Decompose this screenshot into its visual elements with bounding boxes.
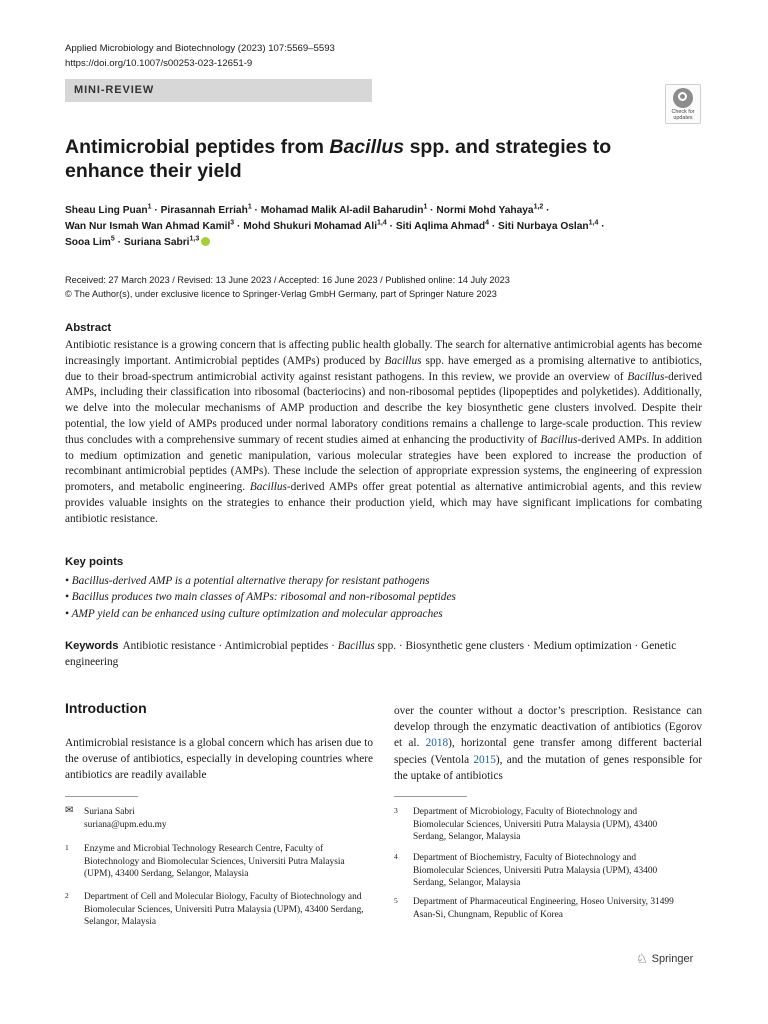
springer-horse-icon: ♘ <box>636 951 648 966</box>
copyright-line: © The Author(s), under exclusive licence to Springer-Verlag GmbH Germany, part of Springer Nature 2023 <box>65 289 497 299</box>
affiliation-footnote: 2 Department of Cell and Molecular Biology, Faculty of Biotechnology and Biomolecular Sciences, Universiti Putra Malaysia (UPM), 43400 Serdang, Selangor, Malaysia <box>65 891 364 928</box>
introduction-right-column: over the counter without a doctor’s prescription. Resistance can develop through the enzymatic deactivation of antibiotics (Egorov et al. 2018), horizontal gene transfer among different bacterial species (Ventola 2015), and the mutation of genes responsible for the uptake of antibiotics <box>394 705 703 782</box>
key-points-list <box>65 573 705 622</box>
introduction-heading: Introduction <box>65 700 147 716</box>
citation-link[interactable]: 2018 <box>425 737 449 750</box>
abstract-body: Antibiotic resistance is a growing concern that is affecting public health globally. The search for alternative antimicrobial agents has become increasingly important. Antimicrobial peptides (AMPs) produced by Bacillus spp. have emerged as a promising alternative to antibiotics, due to their broad-spectrum antimicrobial activity against resistant pathogens. In this review, we provide an overview of Bacillus-derived AMPs, including their classification into ribosomal (bacteriocins) and non-ribosomal peptides (lipopeptides and polyketides). Additionally, we delve into the molecular mechanisms of AMP production and describe the key biosynthetic gene clusters involved. Despite their potential, the low yield of AMPs produced under normal laboratory conditions remains a challenge to large-scale production. This review thus concludes with a comprehensive summary of recent studies aimed at enhancing the productivity of Bacillus-derived AMPs. In addition to medium optimization and genetic manipulation, various molecular strategies have been explored to increase the production of recombinant antimicrobial peptides (AMPs). These include the selection of appropriate expression systems, the engineering of expression promoters, and metabolic engineering. Bacillus-derived AMPs offer great potential as alternative antimicrobial agents, and this review provides valuable insights on the strategies to enhance their production yield, which may have significant implications for combating antibiotic resistance. <box>65 339 702 525</box>
author[interactable]: Siti Nurbaya Oslan$^{1,4}$ <box>498 219 599 232</box>
article-type-badge: MINI-REVIEW <box>65 79 372 102</box>
keywords-label: Keywords <box>65 640 119 652</box>
orcid-icon[interactable] <box>201 237 210 246</box>
envelope-icon: ✉ <box>65 805 74 816</box>
publication-dates <box>65 273 510 301</box>
author[interactable]: Wan Nur Ismah Wan Ahmad Kamil$^3$ <box>65 219 235 232</box>
check-updates-label-2: updates <box>673 115 693 121</box>
check-updates-icon <box>673 88 693 108</box>
title-text-2: spp. and strategies to enhance their yield <box>65 136 612 182</box>
check-for-updates-button[interactable] <box>665 84 701 124</box>
citation-link[interactable]: 2015 <box>473 753 496 766</box>
author[interactable]: Mohamad Malik Al-adil Baharudin$^1$ <box>260 203 428 216</box>
author[interactable]: Normi Mohd Yahaya$^{1,2}$ <box>436 203 544 216</box>
publisher-name: Springer <box>651 953 694 965</box>
affiliation-footnote: 3 Department of Microbiology, Faculty of Biotechnology and Biomolecular Sciences, Universiti Putra Malaysia (UPM), 43400 Serdang, Selangor, Malaysia <box>394 806 658 843</box>
introduction-left-column: Antimicrobial resistance is a global concern which has arisen due to the overuse of antibiotics, especially in developing countries where antibiotics are readily available <box>65 737 373 782</box>
journal-header <box>65 41 335 71</box>
footnote-separator <box>65 796 138 797</box>
author[interactable]: Sooa Lim$^5$ <box>65 235 115 248</box>
key-points-heading: Key points <box>65 556 124 568</box>
journal-citation: Applied Microbiology and Biotechnology (2023) 107:5569–5593 <box>65 43 335 54</box>
corresponding-name: Suriana Sabri <box>84 807 135 817</box>
author[interactable]: Pirasannah Erriah$^1$ <box>160 203 252 216</box>
author[interactable]: Sheau Ling Puan$^1$ <box>65 203 152 216</box>
corresponding-email[interactable]: suriana@upm.edu.my <box>84 819 167 830</box>
title-text-1: Antimicrobial peptides from <box>65 136 330 158</box>
affiliation-footnote: 5 Department of Pharmaceutical Engineering, Hoseo University, 31499 Asan-Si, Chungnam, Republic of Korea <box>394 896 674 920</box>
keywords: Keywords Antibiotic resistance · Antimicrobial peptides · Bacillus spp. · Biosynthetic gene clusters · Medium optimization · Genetic engineering <box>65 640 677 669</box>
author[interactable]: Mohd Shukuri Mohamad Ali$^{1,4}$ <box>243 219 387 232</box>
doi-link[interactable]: https://doi.org/10.1007/s00253-023-12651-9 <box>65 58 253 69</box>
dates-line: Received: 27 March 2023 / Revised: 13 June 2023 / Accepted: 16 June 2023 / Published online: 14 July 2023 <box>65 275 510 285</box>
article-title <box>65 135 685 183</box>
affiliation-footnote: 1 Enzyme and Microbial Technology Research Centre, Faculty of Biotechnology and Biomolecular Sciences, Universiti Putra Malaysia (UPM), 43400 Serdang, Selangor, Malaysia <box>65 843 345 880</box>
key-point-item: • Bacillus-derived AMP is a potential alternative therapy for resistant pathogens <box>65 575 430 587</box>
affiliation-footnote: 4 Department of Biochemistry, Faculty of Biotechnology and Biomolecular Sciences, Universiti Putra Malaysia (UPM), 43400 Serdang, Selangor, Malaysia <box>394 852 658 889</box>
footnote-separator <box>394 796 467 797</box>
publisher-logo <box>636 951 693 967</box>
abstract-heading: Abstract <box>65 322 112 334</box>
check-updates-label-1: Check for <box>671 109 695 115</box>
title-italic: Bacillus <box>329 136 405 158</box>
author[interactable]: Siti Aqlima Ahmad$^4$ <box>395 219 489 232</box>
key-point-item: • Bacillus produces two main classes of AMPs: ribosomal and non-ribosomal peptides <box>65 591 456 604</box>
key-point-item: • AMP yield can be enhanced using culture optimization and molecular approaches <box>65 607 443 620</box>
corresponding-author-note <box>65 806 365 832</box>
author-list: Sheau Ling Puan$^1$ · Pirasannah Erriah$^1$ · Mohamad Malik Al-adil Baharudin$^1$ · Normi Mohd Yahaya$^{1,2}$ · Wan Nur Ismah Wan Ahmad Kamil$^3$ · Mohd Shukuri Mohamad Ali$^{1,4}$ · Siti Aqlima Ahmad$^4$ · Siti Nurbaya Oslan$^{1,4}$ · Sooa Lim$^5$ · Suriana Sabri$^{1,3}$ <box>65 203 605 248</box>
author[interactable]: Suriana Sabri$^{1,3}$ <box>123 235 200 248</box>
